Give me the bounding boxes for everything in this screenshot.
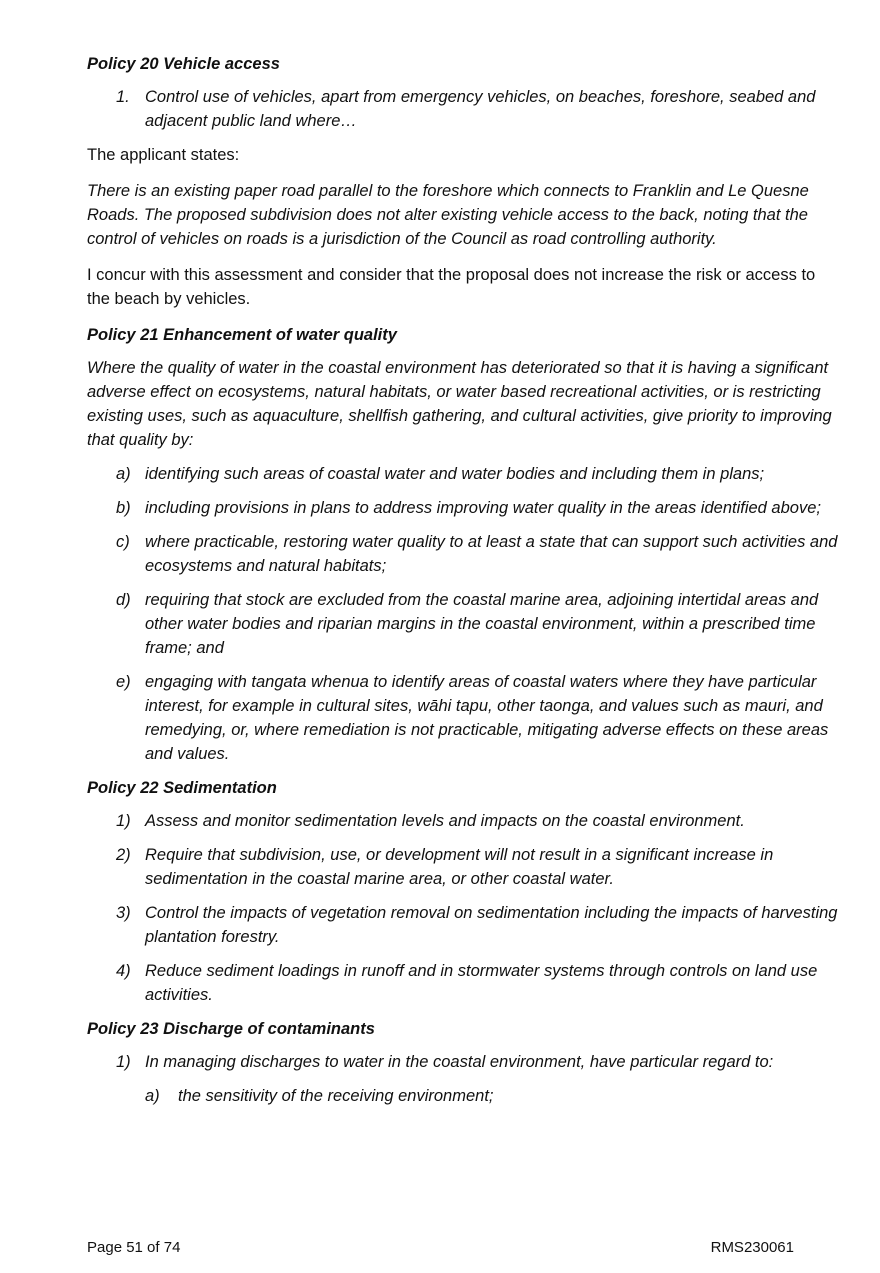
list-item-text: Assess and monitor sedimentation levels and impacts on the coastal environment. [145, 812, 745, 830]
list-item [87, 530, 839, 578]
applicant-quote: There is an existing paper road parallel to the foreshore which connects to Franklin and Le Quesne Roads. The proposed subdivision does not alter existing vehicle access to the back, noting that the control of vehicles on roads is a jurisdiction of the Council as road controlling authority. [87, 182, 809, 248]
policy-22-list [87, 809, 839, 1007]
list-item [87, 85, 839, 133]
policy-20-list [87, 85, 839, 133]
list-item-text: Reduce sediment loadings in runoff and in stormwater systems through controls on land use activities. [145, 962, 818, 1004]
list-marker: 1. [116, 88, 130, 106]
list-item-text: Control use of vehicles, apart from emergency vehicles, on beaches, foreshore, seabed and adjacent public land where… [145, 88, 816, 130]
list-item-text: including provisions in plans to address improving water quality in the areas identified above; [145, 499, 821, 517]
list-marker: a) [116, 465, 131, 483]
list-marker: 3) [116, 904, 131, 922]
applicant-states: The applicant states: [87, 146, 240, 164]
list-item-text: where practicable, restoring water quality to at least a state that can support such activities and ecosystems and natural habitats; [145, 533, 838, 575]
list-marker: c) [116, 533, 130, 551]
list-item-text: Control the impacts of vegetation removal on sedimentation including the impacts of harvesting plantation forestry. [145, 904, 838, 946]
list-marker: 1) [116, 812, 131, 830]
list-item [87, 496, 839, 520]
policy-21-intro: Where the quality of water in the coastal environment has deteriorated so that it is having a significant adverse effect on ecosystems, natural habitats, or water based recreational activities, or is restricting existing uses, such as aquaculture, shellfish gathering, and cultural activities, give priority to improving that quality by: [87, 359, 832, 449]
list-marker: 2) [116, 846, 131, 864]
list-item [87, 1084, 839, 1108]
concur-paragraph: I concur with this assessment and consider that the proposal does not increase the risk or access to the beach by vehicles. [87, 266, 816, 308]
list-marker: a) [145, 1087, 160, 1105]
document-page [87, 52, 839, 1118]
list-item-text: identifying such areas of coastal water and water bodies and including them in plans; [145, 465, 765, 483]
list-item-text: requiring that stock are excluded from the coastal marine area, adjoining intertidal areas and other water bodies and riparian margins in the coastal environment, within a prescribed time frame; and [145, 591, 819, 657]
list-item [87, 809, 839, 833]
policy-21-heading: Policy 21 Enhancement of water quality [87, 326, 397, 344]
list-marker: d) [116, 591, 131, 609]
list-item [87, 462, 839, 486]
list-item [87, 959, 839, 1007]
list-marker: 1) [116, 1053, 131, 1071]
policy-23-sublist [87, 1084, 839, 1108]
list-item [87, 901, 839, 949]
policy-23-list [87, 1050, 839, 1074]
page-footer [87, 1238, 794, 1258]
list-item [87, 670, 839, 766]
policy-20-heading: Policy 20 Vehicle access [87, 55, 280, 73]
policy-21-list [87, 462, 839, 766]
list-item-text: engaging with tangata whenua to identify areas of coastal waters where they have particular interest, for example in cultural sites, wāhi tapu, other taonga, and values such as mauri, and remedying, or, where remediation is not practicable, mitigating adverse effects on these areas and values. [145, 673, 829, 763]
policy-22-heading: Policy 22 Sedimentation [87, 779, 277, 797]
list-item [87, 1050, 839, 1074]
list-marker: e) [116, 673, 131, 691]
list-item [87, 843, 839, 891]
page-number: Page 51 of 74 [87, 1239, 181, 1256]
list-marker: b) [116, 499, 131, 517]
list-item-text: Require that subdivision, use, or development will not result in a significant increase in sedimentation in the coastal marine area, or other coastal water. [145, 846, 774, 888]
list-item-text: the sensitivity of the receiving environment; [178, 1087, 494, 1105]
policy-23-heading: Policy 23 Discharge of contaminants [87, 1020, 375, 1038]
document-reference: RMS230061 [710, 1239, 794, 1256]
list-item-text: In managing discharges to water in the coastal environment, have particular regard to: [145, 1053, 774, 1071]
list-item [87, 588, 839, 660]
list-marker: 4) [116, 962, 131, 980]
